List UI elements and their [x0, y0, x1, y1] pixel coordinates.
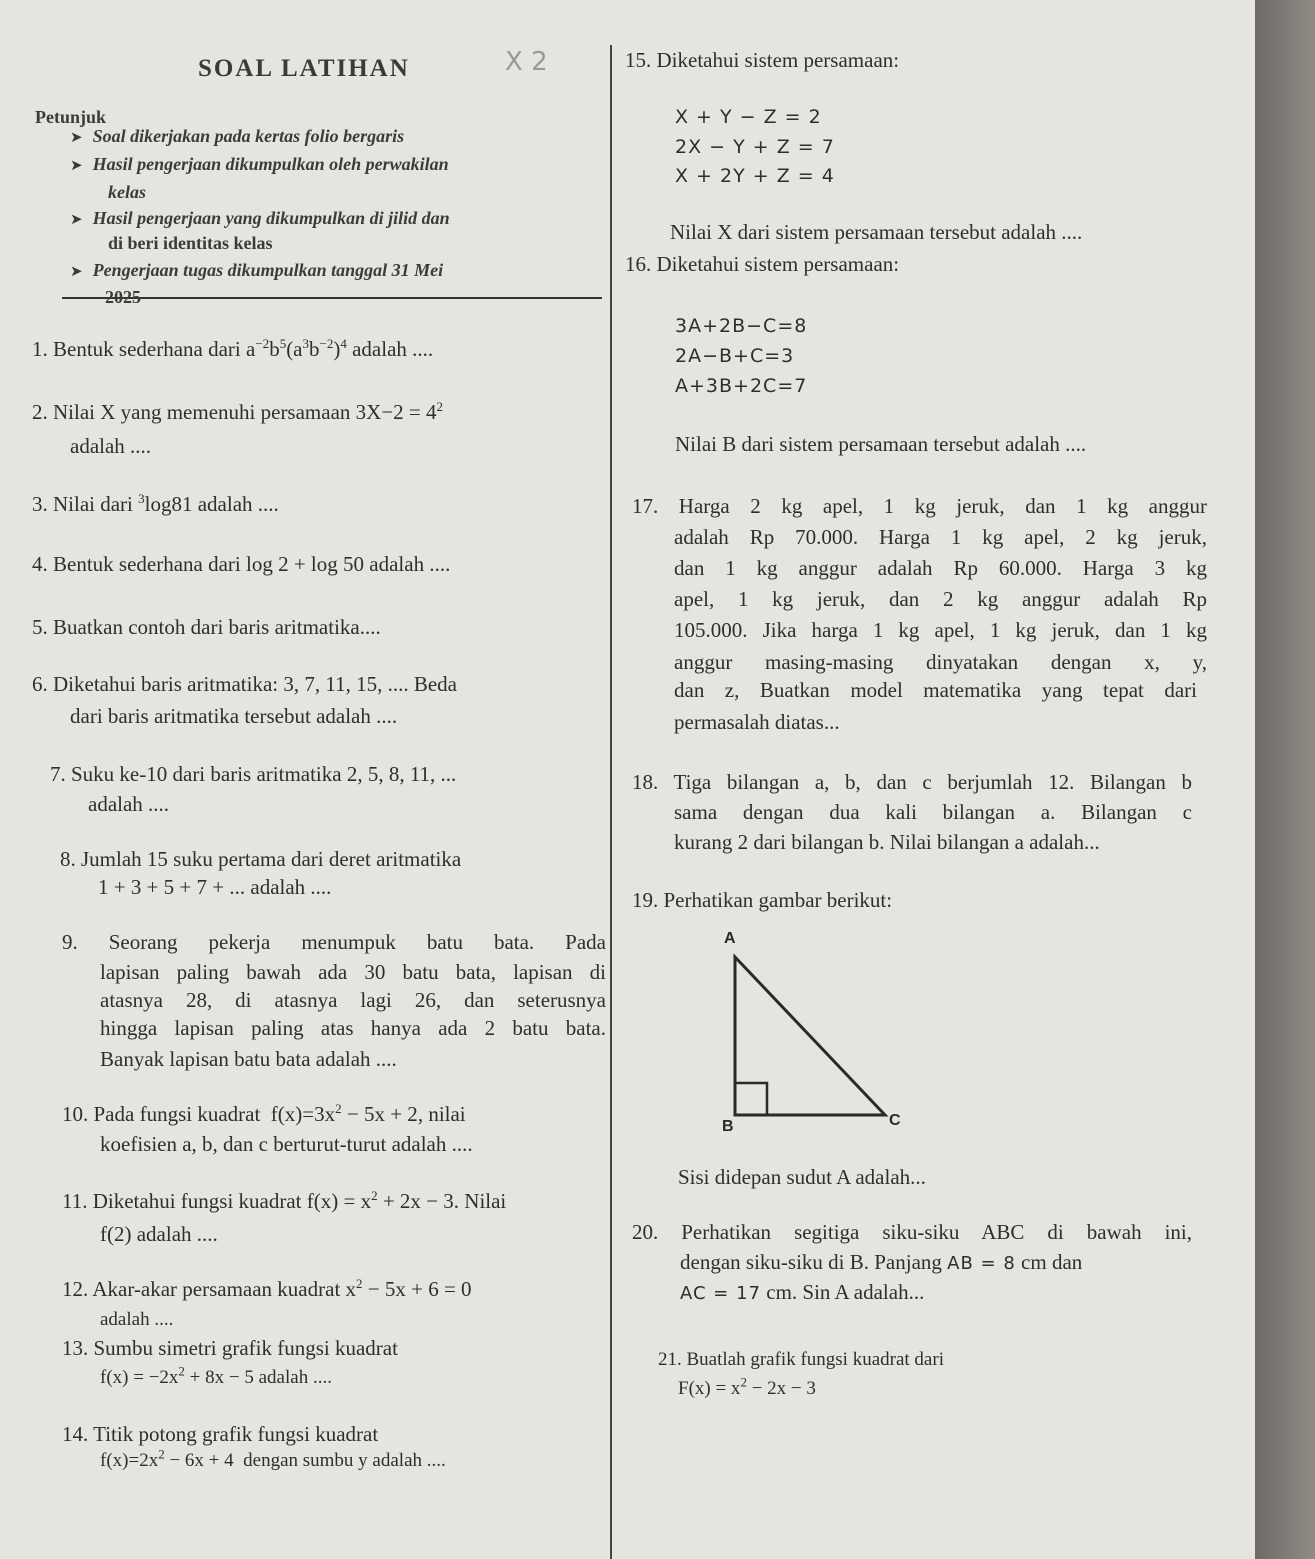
right-angle-marker — [735, 1083, 767, 1115]
instruction-item: ➤ Hasil pengerjaan yang dikumpulkan di jilid dan — [70, 208, 450, 228]
question-15-prompt: Nilai X dari sistem persamaan tersebut adalah .... — [670, 220, 1083, 244]
question-19-prompt: Sisi didepan sudut A adalah... — [678, 1165, 926, 1189]
instruction-item-continued: di beri identitas kelas — [108, 233, 273, 253]
question-7: 7. Suku ke-10 dari baris aritmatika 2, 5, 8, 11, ... — [50, 762, 457, 786]
header-rule — [62, 297, 602, 299]
question-2-continued: adalah .... — [70, 434, 152, 458]
question-16-prompt: Nilai B dari sistem persamaan tersebut adalah .... — [675, 432, 1087, 456]
right-triangle-figure — [700, 925, 920, 1140]
question-9-continued: lapisan paling bawah ada 30 batu bata, lapisan di — [100, 960, 606, 984]
equation-line: A+3B+2C=7 — [675, 375, 808, 397]
question-6-continued: dari baris aritmatika tersebut adalah .... — [70, 704, 398, 728]
question-17-continued: apel, 1 kg jeruk, dan 2 kg anggur adalah Rp — [674, 587, 1207, 611]
question-17: 17. Harga 2 kg apel, 1 kg jeruk, dan 1 kg anggur — [632, 494, 1207, 518]
question-9-continued: Banyak lapisan batu bata adalah .... — [100, 1047, 397, 1071]
vertex-label-b: B — [722, 1118, 734, 1135]
question-2: 2. Nilai X yang memenuhi persamaan $3X-2 = 4^2$ — [32, 399, 444, 424]
question-18: 18. Tiga bilangan a, b, dan c berjumlah 12. Bilangan b — [632, 770, 1192, 794]
question-17-continued: dan 1 kg anggur adalah Rp 60.000. Harga 3 kg — [674, 556, 1207, 580]
equation-line: X + 2Y + Z = 4 — [675, 165, 835, 187]
question-6: 6. Diketahui baris aritmatika: 3, 7, 11, 15, .... Beda — [32, 672, 457, 696]
question-10-continued: koefisien a, b, dan c berturut-turut adalah .... — [100, 1132, 473, 1156]
question-3: 3. Nilai dari $^3$log81 adalah .... — [32, 491, 279, 516]
handwritten-mark: X 2 — [505, 47, 548, 77]
question-17-continued: adalah Rp 70.000. Harga 1 kg apel, 2 kg jeruk, — [674, 525, 1207, 549]
vertex-label-c: C — [889, 1112, 901, 1129]
vertex-label-a: A — [724, 930, 736, 947]
question-1: 1. Bentuk sederhana dari $a^{-2}b^5(a^3b^{-2})^4$ adalah .... — [32, 336, 434, 361]
question-21-continued: $F(x) = x^2 - 2x - 3$ — [678, 1374, 816, 1399]
question-13-continued: $f(x) = -2x^2 + 8x - 5$ adalah .... — [100, 1363, 332, 1388]
question-5: 5. Buatkan contoh dari baris aritmatika.... — [32, 615, 381, 639]
question-14-continued: $f(x)=2x^2 - 6x + 4$ dengan sumbu y adalah .... — [100, 1446, 446, 1471]
question-7-continued: adalah .... — [88, 792, 170, 816]
question-17-continued: permasalah diatas... — [674, 710, 840, 734]
question-9: 9. Seorang pekerja menumpuk batu bata. Pada — [62, 930, 606, 954]
page-title: SOAL LATIHAN — [198, 55, 410, 82]
question-9-continued: atasnya 28, di atasnya lagi 26, dan seterusnya — [100, 988, 606, 1012]
question-19: 19. Perhatikan gambar berikut: — [632, 888, 893, 912]
desk-background — [1255, 0, 1315, 1559]
question-8-continued: 1 + 3 + 5 + 7 + ... adalah .... — [98, 875, 332, 899]
instruction-item-continued: 2025 — [105, 287, 141, 307]
question-17-continued: 105.000. Jika harga 1 kg apel, 1 kg jeruk, dan 1 kg — [674, 618, 1207, 642]
question-17-continued: dan z, Buatkan model matematika yang tepat dari — [674, 678, 1197, 702]
equation-line: 3A+2B−C=8 — [675, 315, 808, 337]
question-14: 14. Titik potong grafik fungsi kuadrat — [62, 1422, 379, 1446]
triangle-abc — [735, 957, 885, 1115]
question-18-continued: kurang 2 dari bilangan b. Nilai bilangan a adalah... — [674, 830, 1100, 854]
question-20-continued: dengan siku-siku di B. Panjang AB = 8 cm dan — [680, 1250, 1083, 1274]
equation-line: 2X − Y + Z = 7 — [675, 136, 835, 158]
question-15: 15. Diketahui sistem persamaan: — [625, 48, 900, 72]
question-20: 20. Perhatikan segitiga siku-siku ABC di bawah ini, — [632, 1220, 1192, 1244]
question-13: 13. Sumbu simetri grafik fungsi kuadrat — [62, 1336, 398, 1360]
question-21: 21. Buatlah grafik fungsi kuadrat dari — [658, 1349, 944, 1370]
question-11: 11. Diketahui fungsi kuadrat $f(x) = x^2 + 2x - 3$. Nilai — [62, 1188, 507, 1213]
question-9-continued: hingga lapisan paling atas hanya ada 2 batu bata. — [100, 1016, 606, 1040]
question-11-continued: f(2) adalah .... — [100, 1222, 218, 1246]
question-20-continued: AC = 17 cm. Sin A adalah... — [680, 1280, 925, 1304]
question-18-continued: sama dengan dua kali bilangan a. Bilangan c — [674, 800, 1192, 824]
column-divider — [610, 45, 612, 1559]
question-4: 4. Bentuk sederhana dari log 2 + log 50 adalah .... — [32, 552, 451, 576]
question-12-continued: adalah .... — [100, 1309, 174, 1330]
equation-line: 2A−B+C=3 — [675, 345, 795, 367]
question-10: 10. Pada fungsi kuadrat $f(x)=3x^2 - 5x + 2$, nilai — [62, 1101, 466, 1126]
question-12: 12. Akar-akar persamaan kuadrat $x^2 - 5x + 6 = 0$ — [62, 1276, 472, 1301]
equation-line: X + Y − Z = 2 — [675, 106, 822, 128]
question-8: 8. Jumlah 15 suku pertama dari deret aritmatika — [60, 847, 462, 871]
instruction-item: ➤ Hasil pengerjaan dikumpulkan oleh perwakilan — [70, 154, 449, 174]
instruction-item: ➤ Pengerjaan tugas dikumpulkan tanggal 31 Mei — [70, 260, 444, 280]
question-16: 16. Diketahui sistem persamaan: — [625, 252, 900, 276]
instructions-heading: Petunjuk — [35, 107, 107, 127]
instruction-item-continued: kelas — [108, 182, 146, 202]
question-17-continued: anggur masing-masing dinyatakan dengan x, y, — [674, 650, 1207, 674]
instruction-item: ➤ Soal dikerjakan pada kertas folio bergaris — [70, 126, 405, 146]
